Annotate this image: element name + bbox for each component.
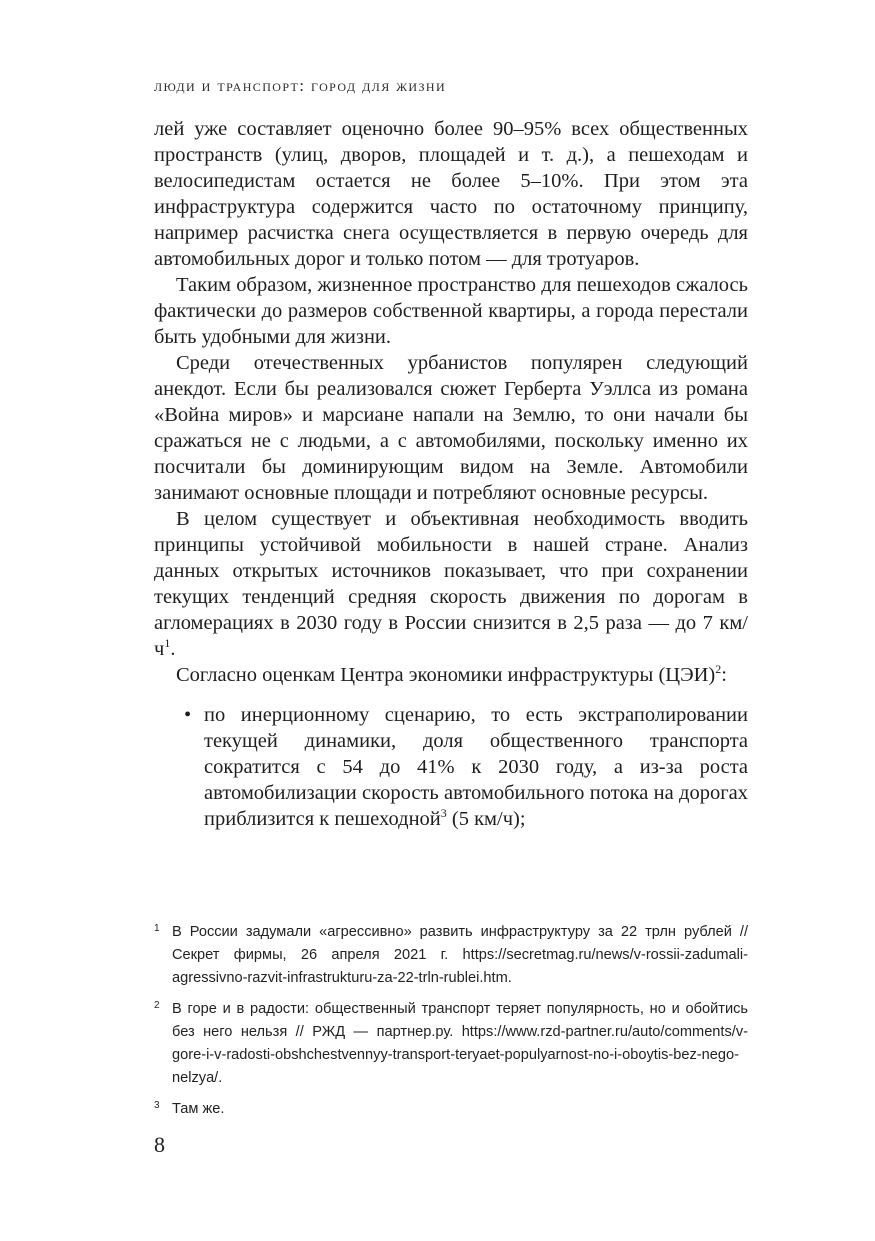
footnote-number: 2 (154, 1000, 160, 1011)
paragraph: лей уже составляет оценочно более 90–95% всех общественных пространств (улиц, дворов, площадей и т. д.), а пешеходам и велосипедистам остается не более 5–10%. При этом эта инфраструктура содержится часто по остаточному принципу, например расчистка снега осуществляется в первую очередь для автомобильных дорог и только потом — для тротуаров. (154, 118, 748, 270)
footnote-ref-2[interactable]: 2 (715, 662, 722, 677)
list-item-text: по инерционному сценарию, то есть экстраполировании текущей динамики, доля общественного транспорта сократится с 54 до 41% к 2030 году, а из-за роста автомобилизации скорость автомобильного потока на дорогах приблизится к пешеходной (204, 704, 748, 830)
footnotes (154, 921, 748, 1129)
footnote-ref-3[interactable]: 3 (440, 806, 447, 821)
bullet-icon: • (184, 704, 192, 726)
bullet-list (154, 702, 748, 832)
footnote-text: В России задумали «агрессивно» развить инфраструктуру за 22 трлн рублей // Секрет фирмы, 26 апреля 2021 г. https://secretmag.ru/news/v-rossii-zadumali-agressivno-razvit-infrastrukturu-za-22-trln-rublei.htm. (172, 924, 748, 986)
body-text (154, 116, 748, 832)
footnote-1 (154, 921, 748, 990)
paragraph-text: Согласно оценкам Центра экономики инфраструктуры (ЦЭИ) (176, 664, 716, 686)
footnote-3 (154, 1098, 748, 1121)
footnote-number: 1 (154, 923, 160, 934)
footnote-text: Там же. (172, 1101, 225, 1117)
list-item (154, 702, 748, 832)
footnote-number: 3 (154, 1100, 160, 1111)
footnote-text: В горе и в радости: общественный транспорт теряет популярность, но и обойтись без него нельзя // РЖД — партнер.ру. https://www.rzd-partner.ru/auto/comments/v-gore-i-v-radosti-obshchestvennyy-transport-teryaet-populyarnost-no-i-oboytis-bez-nego-nelzya/. (172, 1001, 748, 1086)
paragraph: Среди отечественных урбанистов популярен следующий анекдот. Если бы реализовался сюжет Герберта Уэллса из романа «Война миров» и марсиане напали на Землю, то они начали бы сражаться не с людьми, а с автомобилями, поскольку именно их посчитали бы доминирующим видом на Земле. Автомобили занимают основные площади и потребляют основные ресурсы. (154, 352, 748, 504)
paragraph-end: : (721, 664, 727, 686)
running-header: люди и транспорт: город для жизни (154, 76, 447, 95)
footnote-ref-1[interactable]: 1 (164, 636, 171, 651)
paragraph-text: В целом существует и объективная необходимость вводить принципы устойчивой мобильности в нашей стране. Анализ данных открытых источников показывает, что при сохранении текущих тенденций средняя скорость движения по дорогам в агломерациях в 2030 году в России снизится в 2,5 раза — до 7 км/ч (154, 508, 748, 660)
paragraph (154, 506, 748, 662)
footnote-2 (154, 998, 748, 1090)
page-number: 8 (154, 1132, 165, 1157)
list-item-end: (5 км/ч); (446, 808, 526, 830)
paragraph: Таким образом, жизненное пространство для пешеходов сжалось фактически до размеров собственной квартиры, а города перестали быть удобными для жизни. (154, 274, 748, 348)
paragraph (154, 662, 748, 688)
paragraph-end: . (170, 638, 176, 660)
